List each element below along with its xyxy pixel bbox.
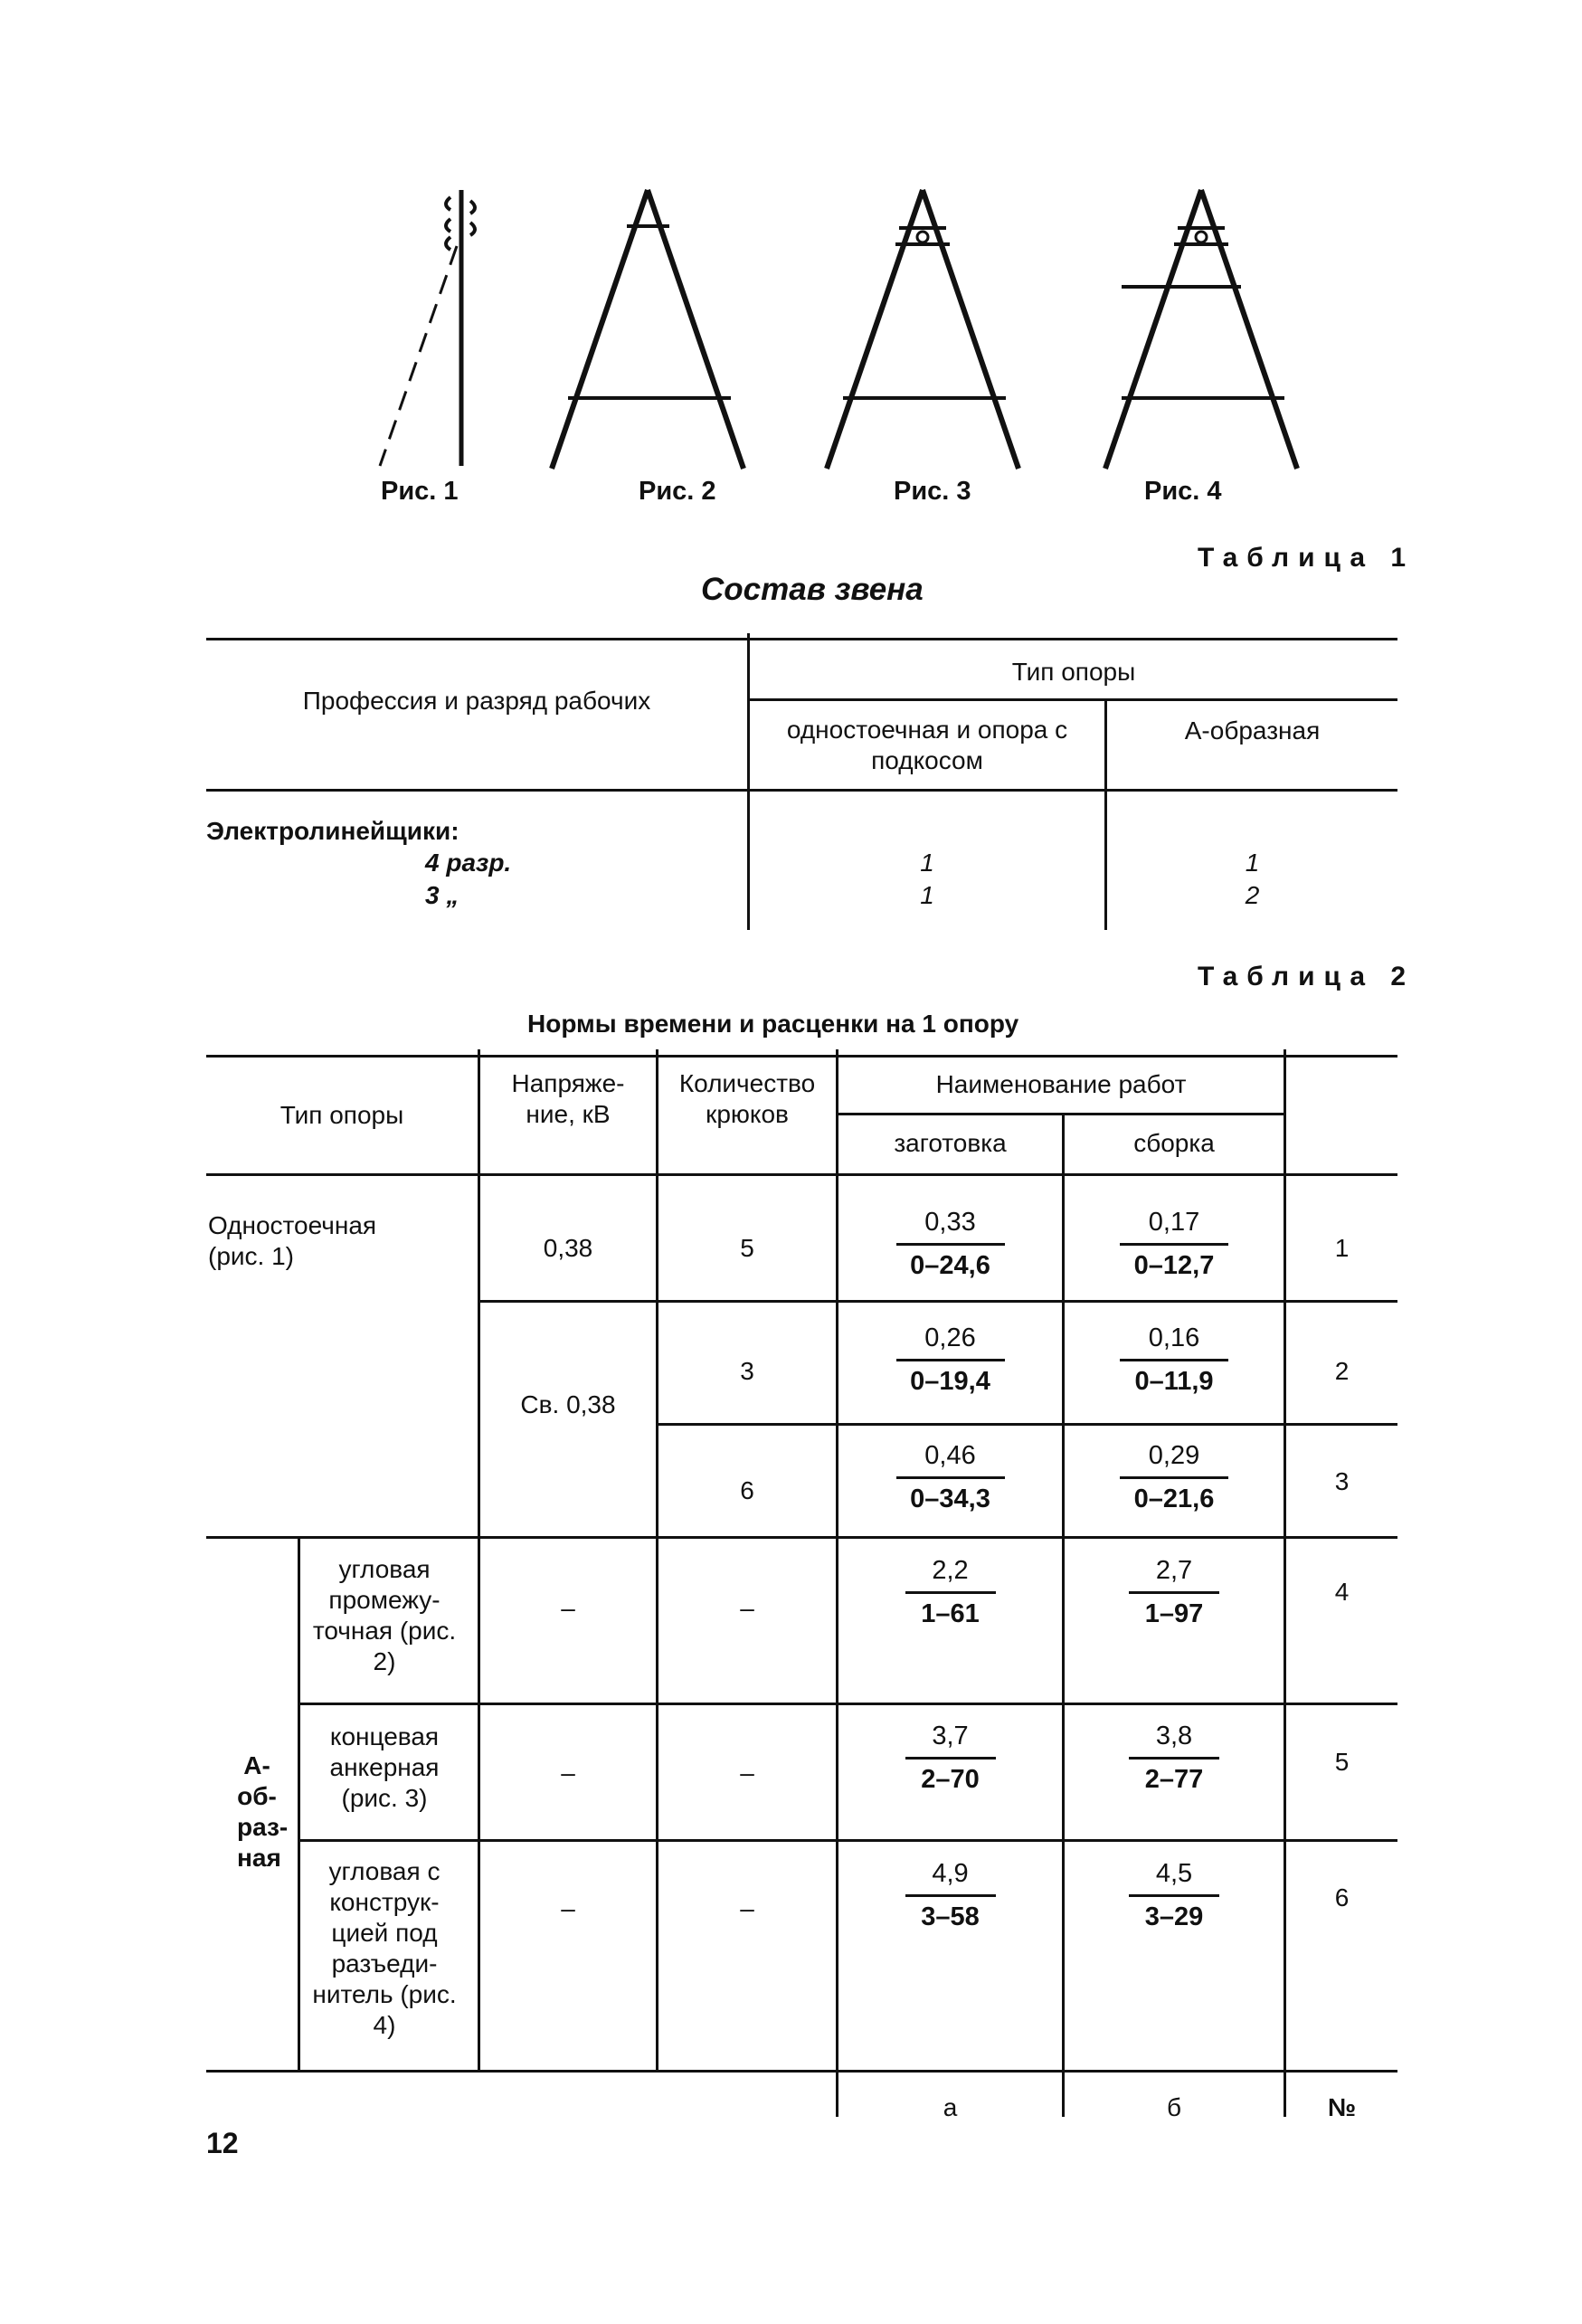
fig1-pole-with-strut xyxy=(380,190,475,466)
table2-title: Нормы времени и расценки на 1 опору xyxy=(527,1010,1019,1038)
table2-row6-voltage: – xyxy=(561,1894,575,1922)
table2-row6-sub: угловая с конструк-цией под разъеди-нитель (рис. 4) xyxy=(312,1857,457,2039)
fig4-a-frame xyxy=(1105,190,1297,469)
figures-drawing xyxy=(0,0,1582,543)
table2-row2-assembly xyxy=(1065,1323,1284,1397)
table2-header-hooks: Количество крюков xyxy=(678,1069,816,1128)
fig3-a-frame xyxy=(827,190,1018,469)
table1-title: Состав звена xyxy=(701,572,924,607)
table2-bottom-rule xyxy=(206,2070,1397,2073)
table2-row2-prep xyxy=(838,1323,1062,1397)
table2-row2-assembly-norm: 0,16 xyxy=(1148,1323,1200,1352)
table1-sub-rule xyxy=(748,698,1397,701)
table1-top-rule xyxy=(206,638,1397,640)
table2-row4-assembly-rate: 1–97 xyxy=(1144,1599,1204,1628)
table2-row4-hooks: – xyxy=(740,1594,754,1622)
table1-caption: Таблица 1 xyxy=(1198,543,1416,573)
table1-header-rule xyxy=(206,789,1397,792)
table2-row5-voltage: – xyxy=(561,1759,575,1787)
table2-row6-assembly xyxy=(1065,1859,1284,1932)
table2-row3-prep xyxy=(838,1441,1062,1514)
fig2-label: Рис. 2 xyxy=(639,477,716,506)
table2-row5-prep xyxy=(838,1722,1062,1795)
table1-header-type: Тип опоры xyxy=(1011,657,1136,686)
table2-row4-prep xyxy=(838,1556,1062,1629)
table2-row4-prep-rate: 1–61 xyxy=(921,1599,980,1628)
table2-footer-b: б xyxy=(1166,2093,1182,2121)
table2-row5-no: 5 xyxy=(1334,1748,1350,1776)
table1-row2-rank: 3 „ xyxy=(425,881,459,909)
table2-row5-assembly xyxy=(1065,1722,1284,1795)
table2-row5-prep-norm: 3,7 xyxy=(932,1722,969,1750)
table2-row2-prep-rate: 0–19,4 xyxy=(910,1367,990,1396)
table2-v-a-sub xyxy=(298,1536,300,2070)
table2-row1-no: 1 xyxy=(1334,1234,1350,1262)
table2-row3-assembly xyxy=(1065,1441,1284,1514)
table2-rule-row5 xyxy=(299,1839,1397,1842)
table2-row6-prep-norm: 4,9 xyxy=(932,1859,969,1888)
table2-row5-prep-rate: 2–70 xyxy=(921,1765,980,1794)
table2-row4-assembly-norm: 2,7 xyxy=(1155,1556,1193,1585)
table2-a-label: А-об-раз-ная xyxy=(237,1751,289,1872)
page-number: 12 xyxy=(206,2127,239,2159)
table2-header-assembly: сборка xyxy=(1133,1129,1215,1157)
table2-header-works: Наименование работ xyxy=(935,1070,1187,1098)
table1-row1-rank: 4 разр. xyxy=(425,849,512,877)
table2-row3-prep-rate: 0–34,3 xyxy=(910,1485,990,1513)
table2-header-type: Тип опоры xyxy=(279,1100,404,1129)
table2-row1-assembly xyxy=(1065,1208,1284,1281)
table2-row6-no: 6 xyxy=(1334,1883,1350,1911)
table2-row2-hooks: 3 xyxy=(740,1357,754,1385)
table2-row5-assembly-rate: 2–77 xyxy=(1144,1765,1204,1794)
table2-row1-prep-rate: 0–24,6 xyxy=(910,1251,990,1280)
table2-row4-voltage: – xyxy=(561,1594,575,1622)
table2-rule-row4 xyxy=(299,1703,1397,1705)
table2-row4-sub: угловая промежу-точная (рис. 2) xyxy=(312,1555,457,1675)
table2-row2-no: 2 xyxy=(1334,1357,1350,1385)
table2-row1-prep-norm: 0,33 xyxy=(924,1208,976,1237)
table1-col-a: А-образная xyxy=(1184,716,1321,745)
table2-rule-row2 xyxy=(658,1423,1397,1426)
table1-row1-a: 1 xyxy=(1245,849,1260,877)
table2-row5-sub: концевая анкерная (рис. 3) xyxy=(329,1722,440,1812)
table2-footer-a: а xyxy=(943,2093,958,2121)
table2-row6-assembly-norm: 4,5 xyxy=(1155,1859,1193,1888)
table2-voltage-1: 0,38 xyxy=(543,1234,593,1262)
table2-row3-assembly-rate: 0–21,6 xyxy=(1133,1485,1215,1513)
fig3-label: Рис. 3 xyxy=(894,477,971,506)
table2-row3-hooks: 6 xyxy=(740,1476,754,1504)
table2-row5-hooks: – xyxy=(740,1759,754,1787)
table2-row6-prep-rate: 3–58 xyxy=(921,1902,980,1931)
table2-row3-assembly-norm: 0,29 xyxy=(1148,1441,1200,1470)
table2-row6-assembly-rate: 3–29 xyxy=(1144,1902,1204,1931)
table2-row4-prep-norm: 2,2 xyxy=(932,1556,969,1585)
table2-header-prep: заготовка xyxy=(894,1129,1007,1157)
table2-header-voltage: Напряже-ние, кВ xyxy=(511,1069,625,1128)
table2-rule-single-end xyxy=(206,1536,1397,1539)
table2-row2-prep-norm: 0,26 xyxy=(924,1323,976,1352)
fig1-label: Рис. 1 xyxy=(381,477,459,506)
table2-top-rule xyxy=(206,1055,1397,1058)
table2-single-label: Одностоечная (рис. 1) xyxy=(208,1211,377,1270)
fig2-a-frame xyxy=(552,190,744,469)
table1-row2-a: 2 xyxy=(1245,881,1260,909)
table2-row1-hooks: 5 xyxy=(740,1234,754,1262)
table2-row3-no: 3 xyxy=(1334,1467,1350,1495)
table2-voltage-2: Св. 0,38 xyxy=(520,1390,616,1418)
table2-row1-assembly-rate: 0–12,7 xyxy=(1133,1251,1215,1280)
fig4-label: Рис. 4 xyxy=(1144,477,1222,506)
table2-header-rule xyxy=(206,1173,1397,1176)
table2-row3-prep-norm: 0,46 xyxy=(924,1441,976,1470)
table2-works-rule xyxy=(838,1113,1284,1115)
table2-row4-assembly xyxy=(1065,1556,1284,1629)
table2-row4-no: 4 xyxy=(1334,1578,1350,1606)
table2-row2-assembly-rate: 0–11,9 xyxy=(1134,1367,1214,1396)
table2-footer-no: № xyxy=(1327,2093,1357,2121)
table2-row6-hooks: – xyxy=(740,1894,754,1922)
table1-col-single: одностоечная и опора с подкосом xyxy=(786,716,1068,774)
table1-row2-single: 1 xyxy=(920,881,934,909)
table1-group-label: Электролинейщики: xyxy=(206,817,459,845)
table2-row1-prep xyxy=(838,1208,1062,1281)
table2-row1-assembly-norm: 0,17 xyxy=(1148,1208,1200,1237)
table2-row6-prep xyxy=(838,1859,1062,1932)
table2-row5-assembly-norm: 3,8 xyxy=(1155,1722,1193,1750)
table2-rule-row1 xyxy=(479,1300,1397,1303)
table2-caption: Таблица 2 xyxy=(1198,962,1416,991)
table1-row1-single: 1 xyxy=(920,849,934,877)
table1-header-profession: Профессия и разряд рабочих xyxy=(302,687,651,715)
